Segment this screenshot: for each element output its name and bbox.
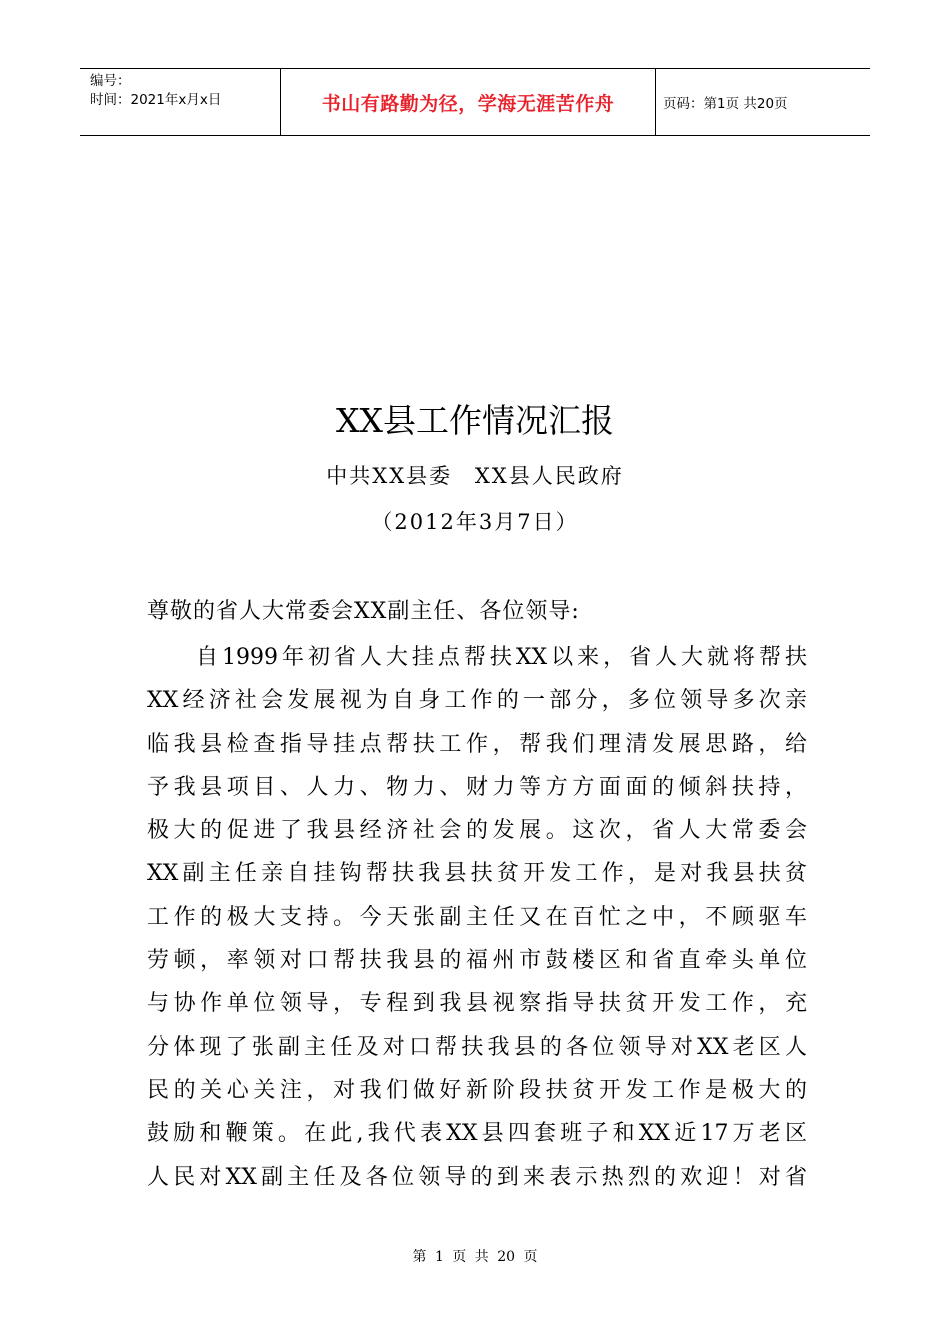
document-subtitle: 中共XX县委 XX县人民政府 <box>326 464 624 488</box>
body-line: XX经济社会发展视为自身工作的一部分，多位领导多次亲 <box>147 688 807 714</box>
page-footer: 第 1 页 共 20 页 <box>412 1249 538 1265</box>
header-motto: 书山有路勤为径，学海无涯苦作舟 <box>281 69 656 135</box>
body-line: 与协作单位领导，专程到我县视察指导扶贫开发工作，充 <box>147 991 807 1017</box>
document-date: （2012年3月7日） <box>371 510 579 534</box>
body-line: 临我县检查指导挂点帮扶工作，帮我们理清发展思路，给 <box>147 731 807 757</box>
salutation: 尊敬的省人大常委会XX副主任、各位领导: <box>147 599 580 624</box>
body-line: 分体现了张副主任及对口帮扶我县的各位领导对XX老区人 <box>147 1034 807 1060</box>
time-label: 时间：2021年x月x日 <box>90 92 222 108</box>
body-paragraph <box>147 636 807 1199</box>
body-line: 极大的促进了我县经济社会的发展。这次，省人大常委会 <box>147 818 807 844</box>
header-meta-cell <box>80 69 281 135</box>
body-line: 民的关心关注，对我们做好新阶段扶贫开发工作是极大的 <box>147 1077 807 1103</box>
body-line: 劳顿，率领对口帮扶我县的福州市鼓楼区和省直牵头单位 <box>147 948 807 974</box>
body-line: 人民对XX副主任及各位领导的到来表示热烈的欢迎！对省 <box>147 1164 807 1190</box>
header-page-info: 页码：第1页 共20页 <box>663 96 788 112</box>
body-line: XX副主任亲自挂钩帮扶我县扶贫开发工作，是对我县扶贫 <box>147 861 807 887</box>
body-line: 予我县项目、人力、物力、财力等方方面面的倾斜扶持， <box>147 774 807 800</box>
document-title: XX县工作情况汇报 <box>336 401 614 440</box>
body-line: 自1999年初省人大挂点帮扶XX以来，省人大就将帮扶 <box>196 645 807 670</box>
header-table <box>80 68 870 136</box>
body-line: 鼓励和鞭策。在此,我代表XX县四套班子和XX近17万老区 <box>147 1121 807 1147</box>
number-label: 编号： <box>90 73 131 89</box>
body-line: 工作的极大支持。今天张副主任又在百忙之中，不顾驱车 <box>147 904 807 930</box>
